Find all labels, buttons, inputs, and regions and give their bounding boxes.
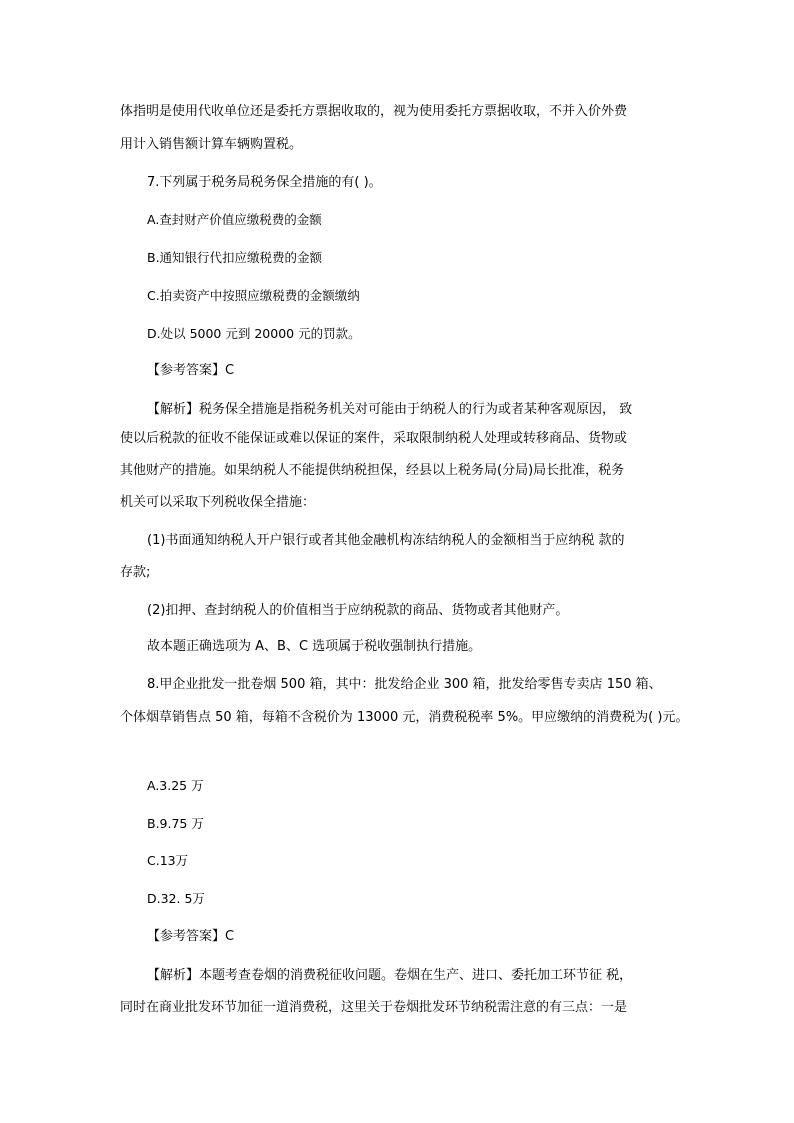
q8-option-c: C.13万 (147, 853, 189, 868)
q8-option-a: A.3.25 万 (147, 778, 204, 793)
q7-conclusion: 故本题正确选项为 A、B、C 选项属于税收强制执行措施。 (147, 639, 482, 654)
q7-analysis-line: 使以后税款的征收不能保证或难以保证的案件，采取限制纳税人处理或转移商品、货物或 (120, 431, 628, 446)
q8-option-b: B.9.75 万 (147, 816, 204, 831)
q7-option-c: C.拍卖资产中按照应缴税费的金额缴纳 (147, 288, 360, 303)
q7-measure-1: (1)书面通知纳税人开户银行或者其他金融机构冻结纳税人的金额相当于应纳税 款的 (147, 533, 625, 548)
paragraph-line: 用计入销售额计算车辆购置税。 (120, 137, 303, 152)
q7-option-b: B.通知银行代扣应缴税费的金额 (147, 250, 323, 265)
paragraph-line: 体指明是使用代收单位还是委托方票据收取的，视为使用委托方票据收取，不并入价外费 (120, 104, 628, 119)
q8-analysis-line: 【解析】本题考查卷烟的消费税征收问题。卷烟在生产、进口、委托加工环节征 税， (147, 968, 633, 983)
q7-measure-2: (2)扣押、查封纳税人的价值相当于应纳税款的商品、货物或者其他财产。 (147, 603, 569, 618)
question-8: 8.甲企业批发一批卷烟 500 箱，其中：批发给企业 300 箱，批发给零售专卖店 150 箱、 (147, 677, 662, 692)
q8-analysis-line: 同时在商业批发环节加征一道消费税，这里关于卷烟批发环节纳税需注意的有三点：一是 (120, 1000, 628, 1015)
q8-answer: 【参考答案】C (147, 929, 235, 944)
q7-measure-1-cont: 存款; (120, 565, 151, 580)
q7-option-a: A.查封财产价值应缴税费的金额 (147, 212, 322, 227)
q7-analysis-line: 其他财产的措施。如果纳税人不能提供纳税担保，经县以上税务局(分局)局长批准，税务 (120, 463, 625, 478)
question-8-cont: 个体烟草销售点 50 箱，每箱不含税价为 13000 元，消费税税率 5%。甲应缴纳的消费税为( )元。 (120, 710, 689, 725)
q7-analysis-line: 机关可以采取下列税收保全措施： (120, 495, 316, 510)
question-7: 7.下列属于税务局税务保全措施的有( )。 (147, 175, 382, 190)
q7-answer: 【参考答案】C (147, 363, 235, 378)
q8-option-d: D.32. 5万 (147, 891, 205, 906)
q7-option-d: D.处以 5000 元到 20000 元的罚款。 (147, 326, 361, 341)
q7-analysis-line: 【解析】税务保全措施是指税务机关对可能由于纳税人的行为或者某种客观原因， 致 (147, 402, 633, 417)
